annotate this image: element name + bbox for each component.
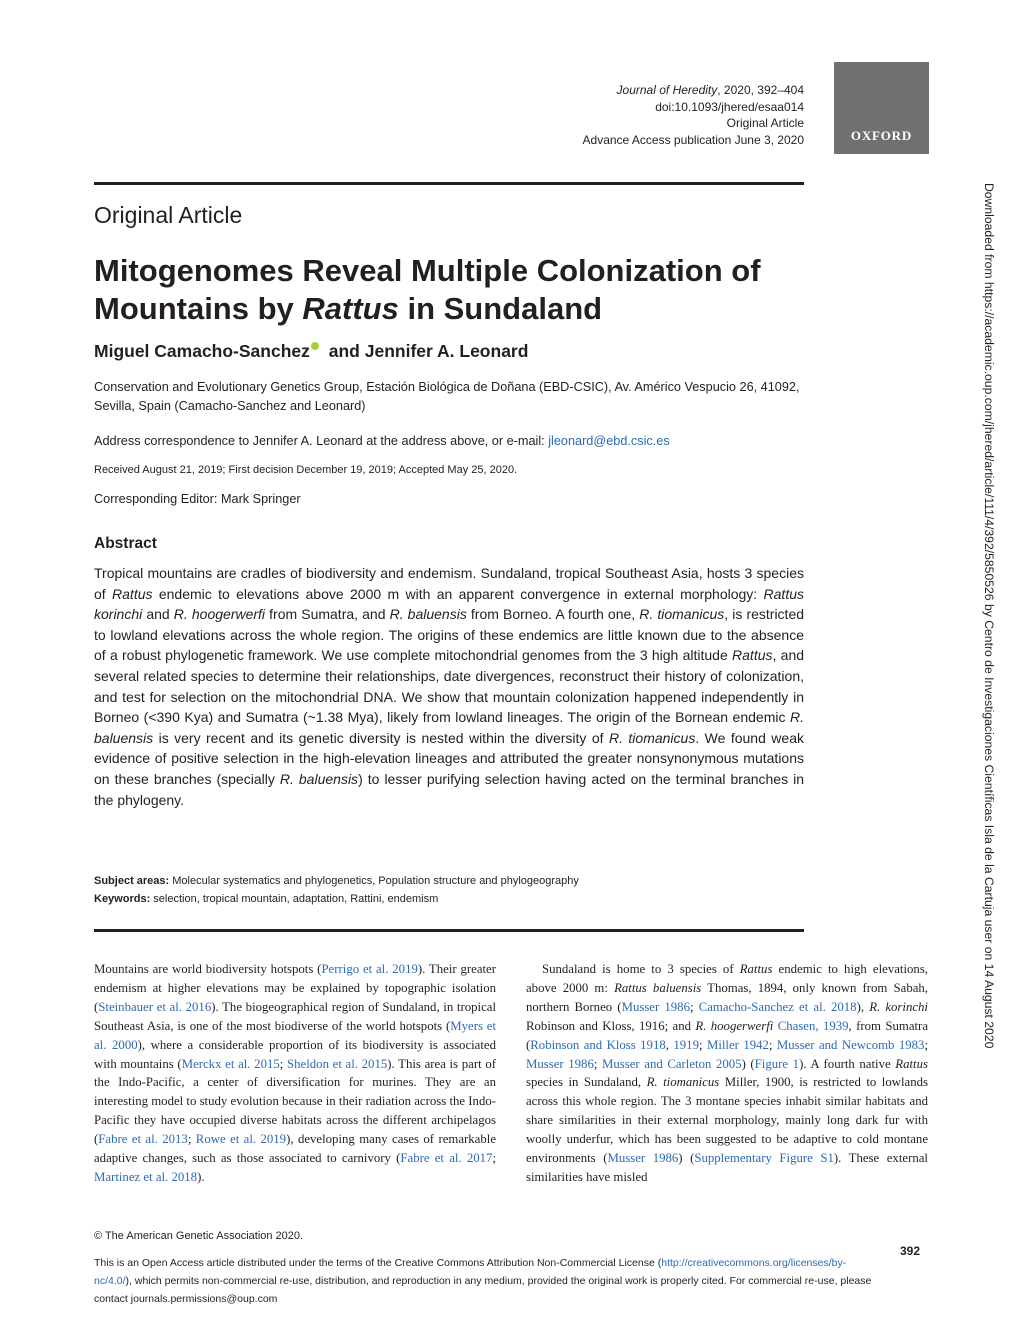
corresponding-editor: Corresponding Editor: Mark Springer: [94, 492, 301, 506]
received-dates: Received August 21, 2019; First decision December 19, 2019; Accepted May 25, 2020.: [94, 464, 518, 476]
citation-link[interactable]: Rowe et al. 2019: [195, 1132, 287, 1147]
abstract-run: . We found weak evidence of positive selection in the high-elevation lineages and attributed the greater nonsynonymous mutations on these branches (specially: [94, 729, 804, 787]
body-run: ,: [665, 1037, 674, 1052]
title-text: Mountains by: [94, 291, 303, 326]
species-name: Rattus baluensis: [614, 980, 702, 995]
body-run: Mountains are world biodiversity hotspots (: [94, 962, 322, 976]
abstract-species: R. baluensis: [279, 770, 359, 787]
citation-link[interactable]: Miller 1942: [706, 1037, 769, 1052]
advance-access: Advance Access publication June 3, 2020: [582, 132, 804, 147]
journal-info: [583, 82, 804, 148]
body-run: Miller, 1900, is restricted to lowlands across this whole region. The 3 montane species inhabit similar habitats and share similarities in their external morphology, mainly long dark fur with woolly underfur, which has been suggested to be adaptive to cold montane environments (: [526, 1075, 928, 1166]
body-run: ;: [593, 1056, 602, 1071]
abstract-species: Rattus korinchi: [94, 585, 804, 623]
article-title: [94, 252, 814, 328]
body-run: endemic to high elevations, above 2000 m:: [526, 962, 928, 995]
supplementary-figure-link[interactable]: Supplementary Figure S1: [694, 1151, 834, 1166]
body-run: , from Sumatra (: [526, 1018, 929, 1052]
authors: [94, 341, 528, 362]
body-column-right: [526, 960, 928, 1187]
correspondence-email-link[interactable]: jleonard@ebd.csic.es: [548, 434, 670, 448]
affiliation: Conservation and Evolutionary Genetics Group, Estación Biológica de Doñana (EBD-CSIC), Av. Américo Vespucio 26, 41092, Sevilla, Spain (Camacho-Sanchez and Leonard): [94, 380, 800, 413]
body-run: Robinson and Kloss, 1916; and: [526, 1018, 696, 1033]
page-number: 392: [900, 1244, 921, 1258]
abstract-run: endemic to elevations above 2000 m with an apparent convergence in external morphology:: [152, 585, 764, 602]
citation-link[interactable]: Myers et al. 2000: [94, 1018, 496, 1052]
correspondence-text: Address correspondence to Jennifer A. Leonard at the address above, or e-mail:: [94, 434, 549, 448]
citation-link[interactable]: Robinson and Kloss 1918: [530, 1037, 666, 1052]
figure-link[interactable]: Figure 1: [754, 1056, 800, 1071]
body-run: ;: [698, 1037, 707, 1052]
citation-link[interactable]: Fabre et al. 2013: [98, 1132, 188, 1147]
citation-link[interactable]: Perrigo et al. 2019: [321, 962, 418, 976]
body-run: ), where a considerable proportion of its biodiversity is associated with mountains (: [94, 1037, 496, 1071]
body-run: ), developing many cases of remarkable adaptive changes, such as those associated to carnivory (: [94, 1132, 497, 1166]
body-run: ;: [187, 1132, 196, 1147]
species-name: R. korinchi: [869, 999, 928, 1014]
citation-link[interactable]: Camacho-Sanchez et al. 2018: [698, 999, 857, 1014]
citation-link[interactable]: Musser 1986: [607, 1151, 679, 1166]
abstract-species: Rattus: [112, 585, 153, 602]
license-run: This is an Open Access article distributed under the terms of the Creative Commons Attribution Non-Commercial License (: [94, 1257, 662, 1269]
header-article-type: Original Article: [726, 116, 804, 130]
keywords-label: Keywords:: [94, 893, 151, 905]
abstract-species: R. tiomanicus: [639, 606, 725, 623]
species-name: R. tiomanicus: [646, 1075, 720, 1090]
title-text: in Sundaland: [398, 291, 603, 326]
citation-link[interactable]: Fabre et al. 2017: [400, 1151, 493, 1166]
title-line-1: Mitogenomes Reveal Multiple Colonization of: [94, 253, 761, 288]
doi: doi:10.1093/jhered/esaa014: [655, 99, 804, 114]
abstract-text: [94, 563, 804, 810]
body-run: ). Their greater endemism at higher elevations may be explained by topographic isolation (: [94, 962, 496, 1014]
body-run: ). The biogeographical region of Sundaland, in tropical Southeast Asia, is one of the most biodiverse of the world hotspots (: [94, 999, 496, 1033]
subject-keywords: [94, 872, 579, 908]
license-run: ), which permits non-commercial re-use, distribution, and reproduction in any medium, provided the original work is properly cited. For commercial re-use, please contact journals.permissions@oup.com: [94, 1275, 872, 1305]
correspondence: [94, 432, 804, 451]
abstract-species: R. baluensis: [94, 709, 804, 746]
author-1[interactable]: Miguel Camacho-Sanchez: [94, 341, 310, 361]
top-rule: [94, 182, 804, 185]
abstract-run: , is restricted to lowland elevations across the whole region. The origins of these endemics are little known due to the absence of a robust phylogenetic framework. We use complete mitochondrial genomes from the 3 high altitude: [94, 606, 805, 664]
body-run: ;: [924, 1037, 928, 1052]
body-run: ;: [689, 999, 699, 1014]
citation-link[interactable]: 1919: [673, 1037, 699, 1052]
abstract-run: , and several related species to determine their relationships, date divergences, reconstruct their history of colonization, and test for selection on the mitochondrial DNA. We show that mountain colonization happened independently in Borneo (<390 Kya) and Sumatra (~1.38 Mya), likely from lowland lineages. The origin of the Bornean endemic: [94, 647, 805, 726]
journal-name: Journal of Heredity: [616, 83, 718, 97]
title-line-2: [94, 290, 814, 328]
abstract-run: from Borneo. A fourth one,: [466, 606, 640, 623]
abstract-species: Rattus: [732, 647, 773, 664]
license-link[interactable]: http://creativecommons.org/licenses/by-nc/4.0/: [94, 1257, 847, 1287]
title-genus: Rattus: [302, 291, 399, 326]
orcid-icon[interactable]: [311, 342, 319, 350]
keywords: [94, 890, 579, 908]
body-run: ). A fourth native: [799, 1056, 896, 1071]
citation-link[interactable]: Musser and Carleton 2005: [602, 1056, 742, 1071]
subject-areas-label: Subject areas:: [94, 875, 170, 887]
logo-text: OXFORD: [850, 128, 913, 143]
body-run: Sundaland is home to 3 species of: [542, 962, 740, 976]
subject-areas-text: Molecular systematics and phylogenetics, Population structure and phylogeography: [169, 875, 579, 887]
body-run: ). This area is part of the Indo-Pacific, a center of diversification for murines. They are an interesting model to study evolution because in their radiation across the Indo-Pacific they have occupied diverse habitats across the different archipelagos (: [94, 1056, 496, 1147]
copyright: © The American Genetic Association 2020.: [94, 1230, 304, 1242]
body-run: Thomas, 1894, only known from Sabah, northern Borneo (: [526, 980, 928, 1014]
abstract-run: and: [142, 606, 174, 623]
section-label: Original Article: [94, 202, 243, 228]
citation-link[interactable]: Musser and Newcomb 1983: [776, 1037, 925, 1052]
journal-meta: , 2020, 392–404: [717, 83, 804, 97]
citation-link[interactable]: Musser 1986: [526, 1056, 594, 1071]
citation-link[interactable]: Sheldon et al. 2015: [287, 1056, 388, 1071]
citation-link[interactable]: Martinez et al. 2018: [94, 1169, 198, 1184]
body-run: ),: [856, 999, 870, 1014]
abstract-run: from Sumatra, and: [265, 606, 390, 623]
species-name: R. hoogerwerfi: [695, 1018, 774, 1033]
citation-link[interactable]: Merckx et al. 2015: [181, 1056, 280, 1071]
keywords-text: selection, tropical mountain, adaptation, Rattini, endemism: [150, 893, 439, 905]
body-run: ;: [279, 1056, 288, 1071]
body-run: ;: [768, 1037, 777, 1052]
body-run: ).: [197, 1169, 205, 1184]
species-name: Rattus: [739, 962, 773, 976]
citation-link[interactable]: Musser 1986: [621, 999, 690, 1014]
citation-link[interactable]: Steinbauer et al. 2016: [98, 999, 212, 1014]
citation-link[interactable]: Chasen, 1939: [777, 1018, 849, 1033]
abstract-species: R. tiomanicus: [608, 729, 696, 746]
license-text: [94, 1254, 884, 1308]
body-run: ;: [492, 1151, 496, 1166]
body-run: ) (: [678, 1151, 695, 1166]
abstract-run: ) to lesser purifying selection having acted on the terminal branches in the phylogeny.: [94, 770, 805, 808]
abstract-species: R. baluensis: [389, 606, 467, 623]
species-name: Rattus: [895, 1056, 928, 1071]
oxford-logo: [834, 62, 929, 154]
download-note: Downloaded from https://academic.oup.com/jhered/article/111/4/392/5850526 by Centro de Investigaciones Científicas Isla de la Cartuja user on 14 August 2020: [982, 183, 996, 1049]
subject-areas: [94, 872, 579, 890]
author-2[interactable]: Jennifer A. Leonard: [364, 341, 529, 361]
section-rule: [94, 929, 804, 932]
body-run: ). These external similarities have misled: [526, 1151, 928, 1184]
author-separator: and: [323, 341, 365, 361]
abstract-run: Tropical mountains are cradles of biodiversity and endemism. Sundaland, tropical Southeast Asia, hosts 3 species of: [94, 565, 804, 602]
body-run: ) (: [741, 1056, 755, 1071]
body-column-left: [94, 960, 496, 1187]
abstract-run: is very recent and its genetic diversity is nested within the diversity of: [153, 729, 609, 746]
abstract-heading: Abstract: [94, 535, 157, 552]
abstract-species: R. hoogerwerfi: [173, 606, 266, 623]
body-run: species in Sundaland,: [526, 1075, 647, 1090]
